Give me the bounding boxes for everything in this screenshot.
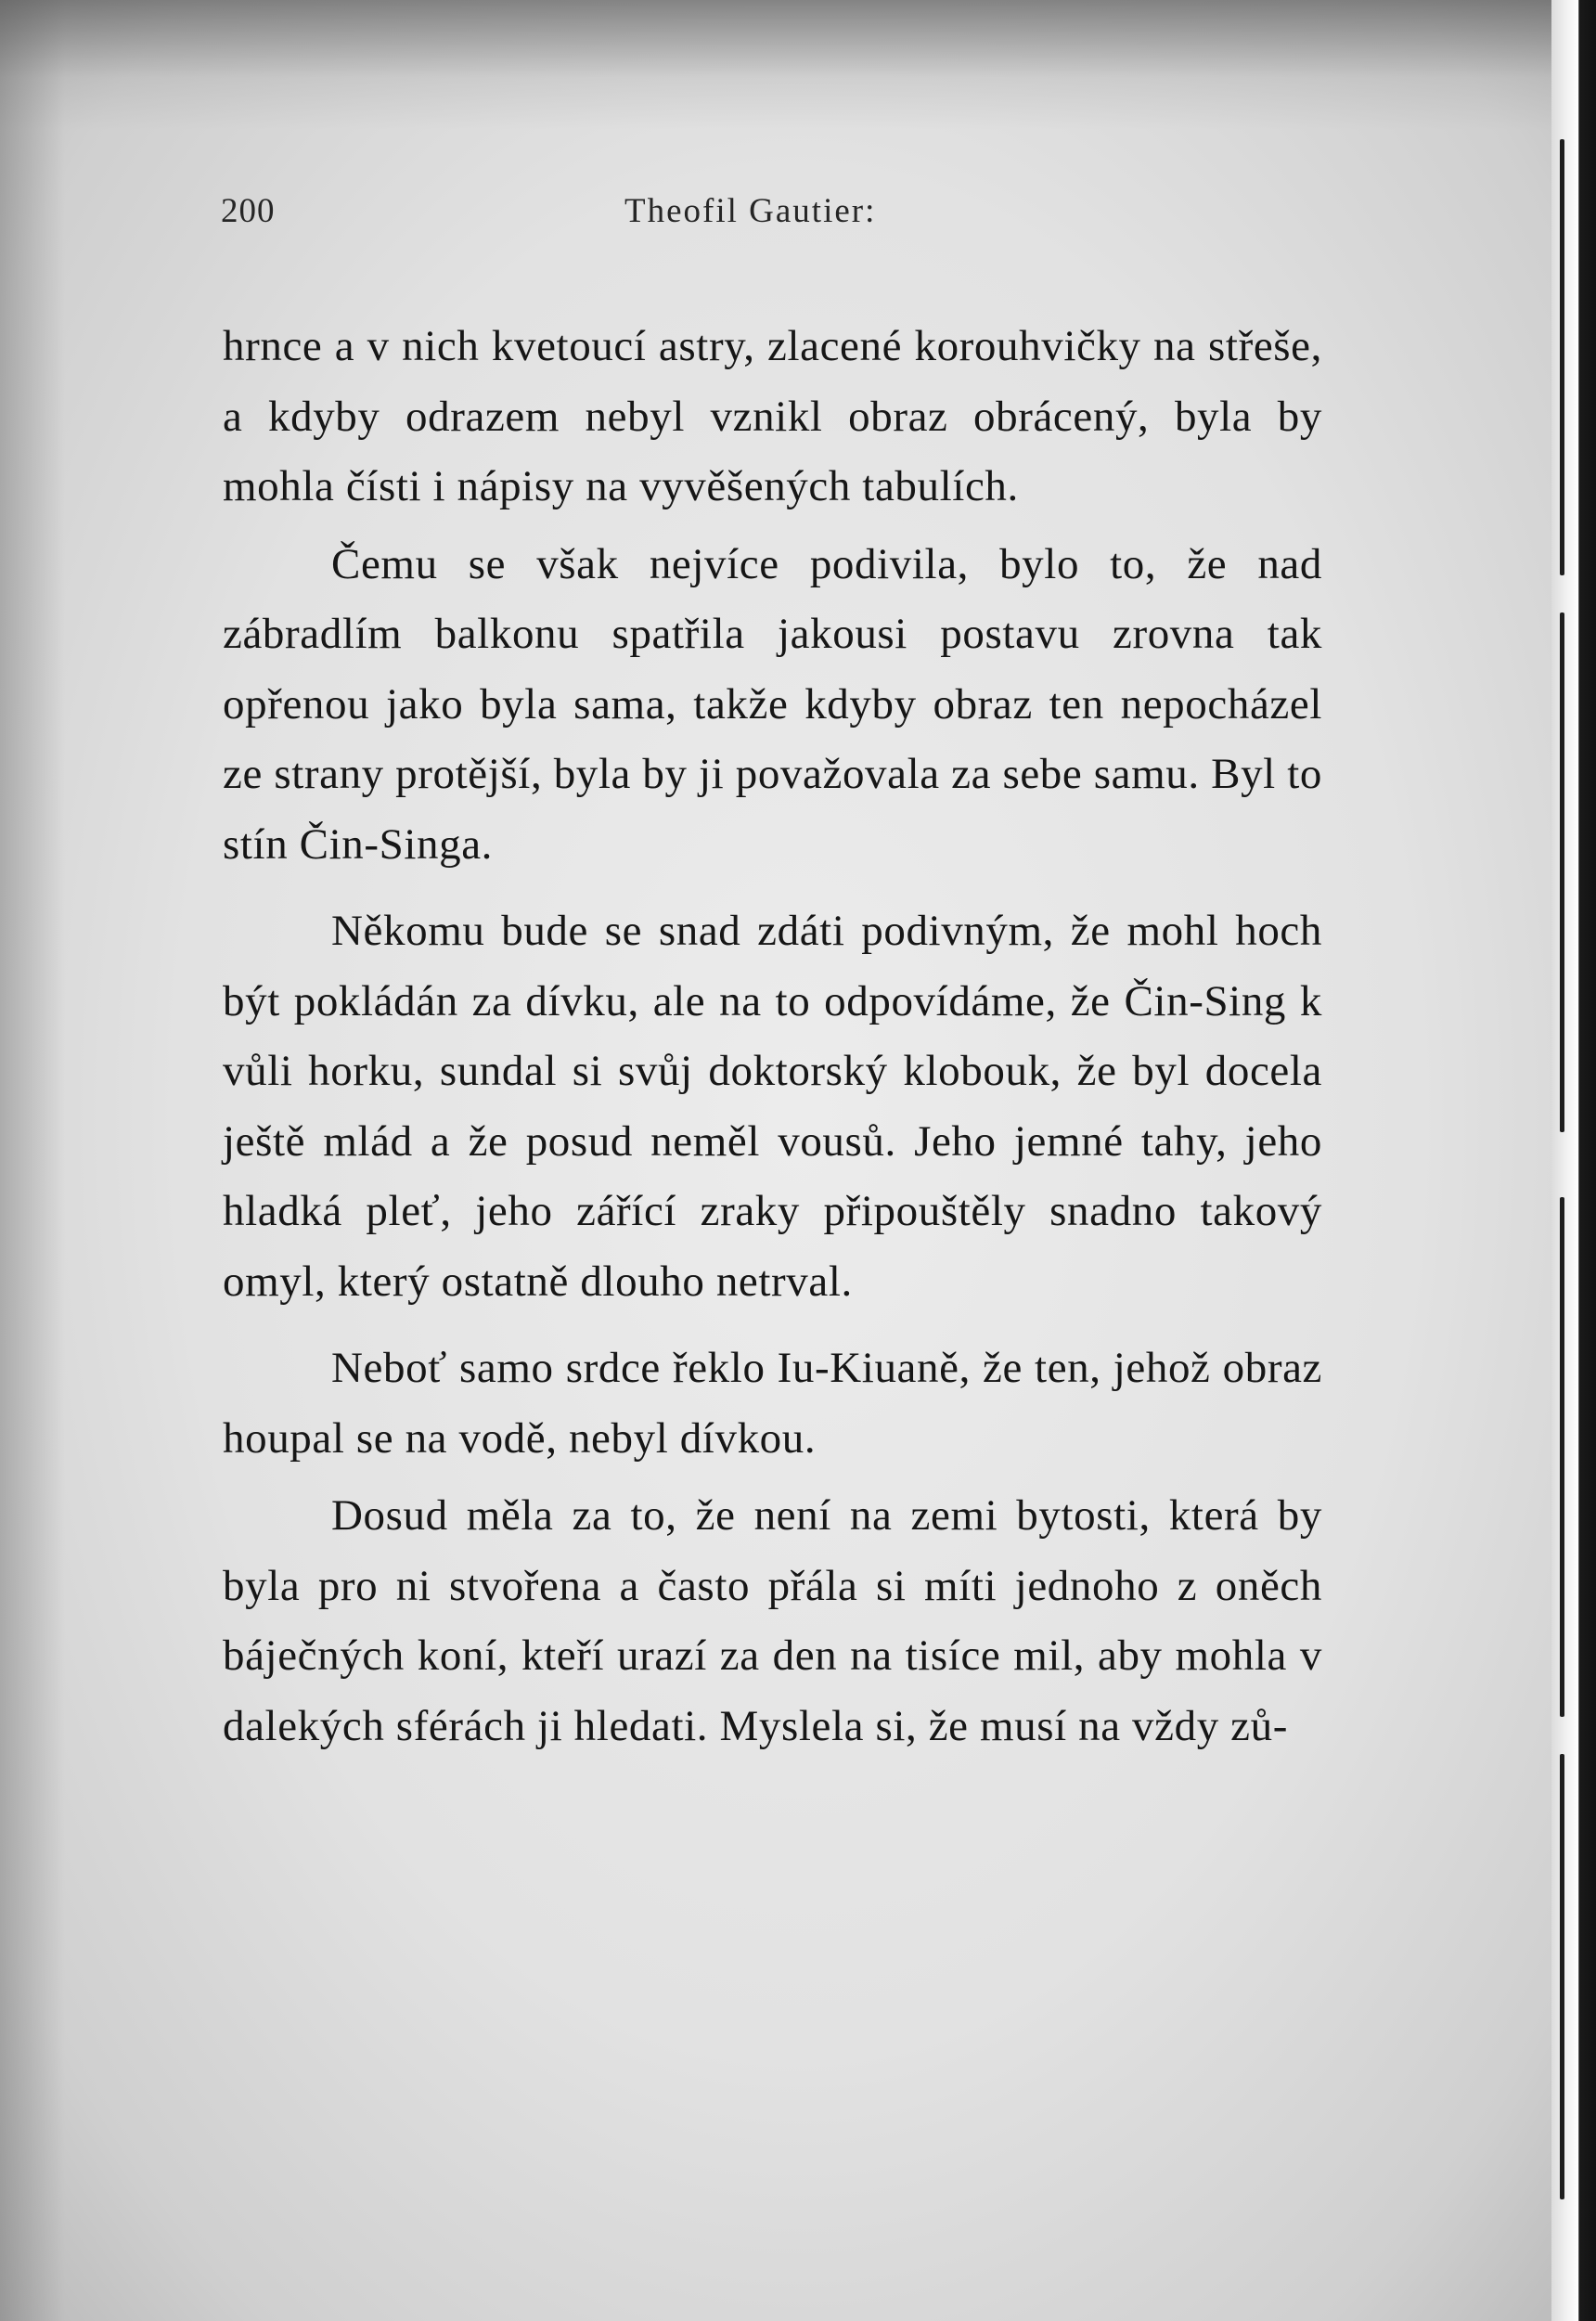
running-title: Theofil Gautier: (624, 192, 877, 230)
paragraph: Dosud měla za to, že není na zemi bytosti, která by byla pro ni stvořena a často přála si míti jednoho z oněch báječných koní, kteří urazí za den na tisíce mil, aby mohla v dalekých sférách ji hledati. Myslela si, že musí na vždy zů- (223, 1491, 1322, 1750)
left-shadow (0, 0, 65, 2321)
binding-line (1560, 1197, 1564, 1717)
top-shadow (0, 0, 1596, 130)
paragraph: Čemu se však nejvíce podivila, bylo to, že nad zábradlím balkonu spatřila jakousi postavu zrovna tak opřenou jako byla sama, takže kdyby obraz ten nepocházel ze strany protější, byla by ji považovala za sebe samu. Byl to stín Čin-Singa. (223, 539, 1322, 869)
binding-edge (1551, 0, 1596, 2321)
page-number: 200 (221, 192, 276, 230)
binding-line (1560, 1754, 1564, 2199)
binding-line (1560, 139, 1564, 575)
body-text (223, 312, 1322, 1761)
paragraph: hrnce a v nich kvetoucí astry, zlacené korouhvičky na střeše, a kdyby odrazem nebyl vznikl obraz obrácený, byla by mohla čísti i nápisy na vyvěšených tabulích. (223, 322, 1322, 510)
paragraph: Neboť samo srdce řeklo Iu-Kiuaně, že ten, jehož obraz houpal se na vodě, nebyl dívkou. (223, 1344, 1322, 1463)
paragraph: Někomu bude se snad zdáti podivným, že mohl hoch být pokládán za dívku, ale na to odpovídáme, že Čin-Sing k vůli horku, sundal si svůj doktorský klobouk, že byl docela ještě mlád a že posud neměl vousů. Jeho jemné tahy, jeho hladká pleť, jeho zářící zraky připouštěly snadno takový omyl, který ostatně dlouho netrval. (223, 907, 1322, 1306)
binding-line (1560, 612, 1564, 1132)
